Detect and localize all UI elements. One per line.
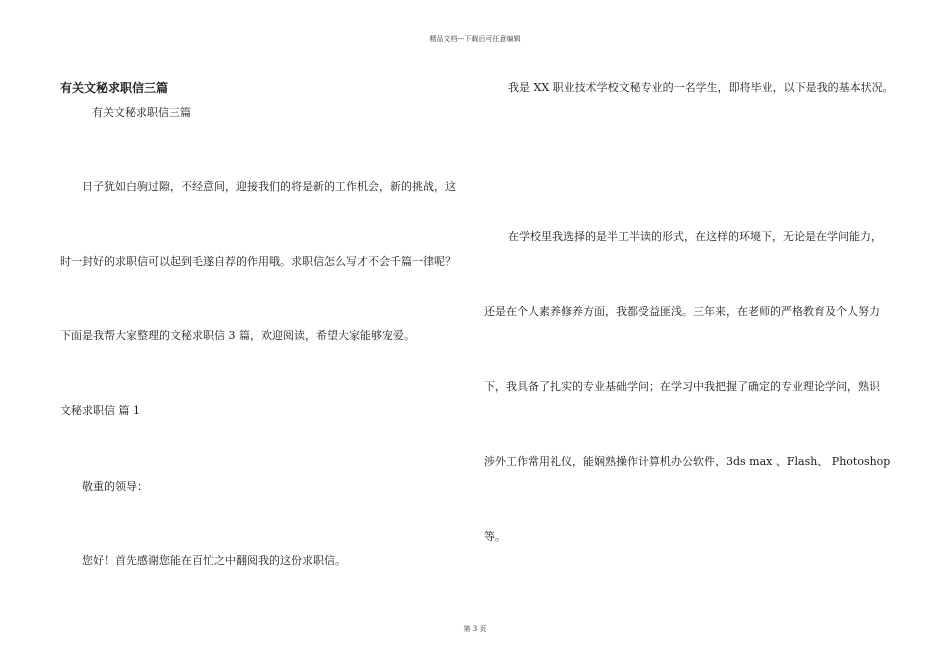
paragraph-2-line-4: 涉外工作常用礼仪，能娴熟操作计算机办公软件、3ds max 、Flash、 Photoshop: [484, 455, 891, 468]
paragraph-1-line-2: 时一封好的求职信可以起到毛遂自荐的作用哦。求职信怎么写才不会千篇一律呢？: [60, 255, 456, 268]
paragraph-2-line-5: 等。: [484, 530, 506, 543]
letter-intro: 我是 XX 职业技术学校文秘专业的一名学生，即将毕业，以下是我的基本状况。: [508, 81, 894, 94]
section-heading: 文秘求职信 篇 1: [60, 404, 140, 417]
document-title: 有关文秘求职信三篇: [60, 81, 169, 95]
page-number: 第 3 页: [463, 625, 487, 633]
paragraph-2-line-3: 下，我具备了扎实的专业基础学问；在学习中我把握了确定的专业理论学问，熟识: [484, 380, 880, 393]
paragraph-2-line-1: 在学校里我选择的是半工半读的形式，在这样的环境下，无论是在学问能力，: [508, 230, 882, 243]
paragraph-1-line-3: 下面是我帮大家整理的文秘求职信 3 篇，欢迎阅读，希望大家能够宠爱。: [60, 329, 415, 342]
page-header-note: 精品文档---下载后可任意编辑: [429, 35, 521, 43]
paragraph-1-line-1: 日子犹如白驹过隙，不经意间，迎接我们的将是新的工作机会，新的挑战，这: [82, 180, 456, 193]
document-subtitle: 有关文秘求职信三篇: [92, 106, 191, 119]
paragraph-2-line-2: 还是在个人素养修养方面，我都受益匪浅。三年来，在老师的严格教育及个人努力: [484, 305, 880, 318]
letter-salutation: 敬重的领导：: [82, 480, 148, 493]
letter-greeting: 您好！首先感谢您能在百忙之中翻阅我的这份求职信。: [82, 554, 346, 567]
